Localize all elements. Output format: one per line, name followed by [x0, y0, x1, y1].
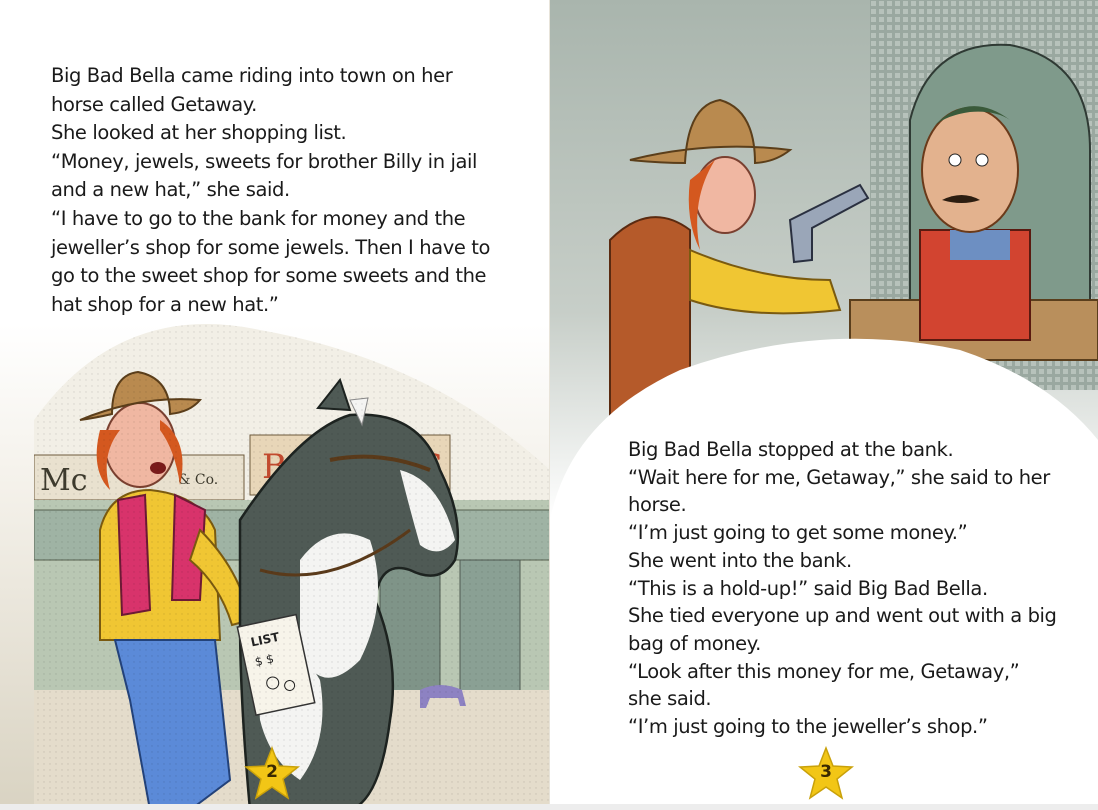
- right-paragraph: “This is a hold-up!” said Big Bad Bella.: [628, 576, 988, 600]
- left-paragraph: Big Bad Bella came riding into town on her horse called Getaway.: [51, 64, 453, 116]
- right-paragraph: Big Bad Bella stopped at the bank.: [628, 438, 954, 461]
- page-bottom-edge: [0, 804, 1098, 810]
- page-number-star-left: [244, 746, 300, 802]
- right-paragraph: “Look after this money for me, Getaway,” she said.: [628, 659, 1020, 711]
- right-paragraph: “Wait here for me, Getaway,” she said to her horse.: [628, 465, 1050, 517]
- left-paragraph: “I have to go to the bank for money and the jeweller’s shop for some jewels. Then I have to go to the sweet shop for some sweets and the hat shop for a new hat.”: [51, 206, 491, 316]
- right-page: [550, 0, 1098, 810]
- right-page-text: [628, 436, 1058, 741]
- right-paragraph: “I’m just going to get some money.”: [628, 521, 968, 545]
- page-number-left: 2: [266, 762, 278, 782]
- page-number-star-right: [798, 746, 854, 802]
- right-paragraph: “I’m just going to the jeweller’s shop.”: [628, 715, 988, 739]
- left-paragraph: She looked at her shopping list.: [51, 121, 347, 145]
- left-paragraph: “Money, jewels, sweets for brother Billy in jail and a new hat,” she said.: [51, 149, 478, 202]
- right-paragraph: She tied everyone up and went out with a big bag of money.: [628, 604, 1057, 655]
- right-paragraph: She went into the bank.: [628, 548, 852, 572]
- page-number-right: 3: [820, 762, 832, 782]
- left-page-text: [51, 62, 491, 319]
